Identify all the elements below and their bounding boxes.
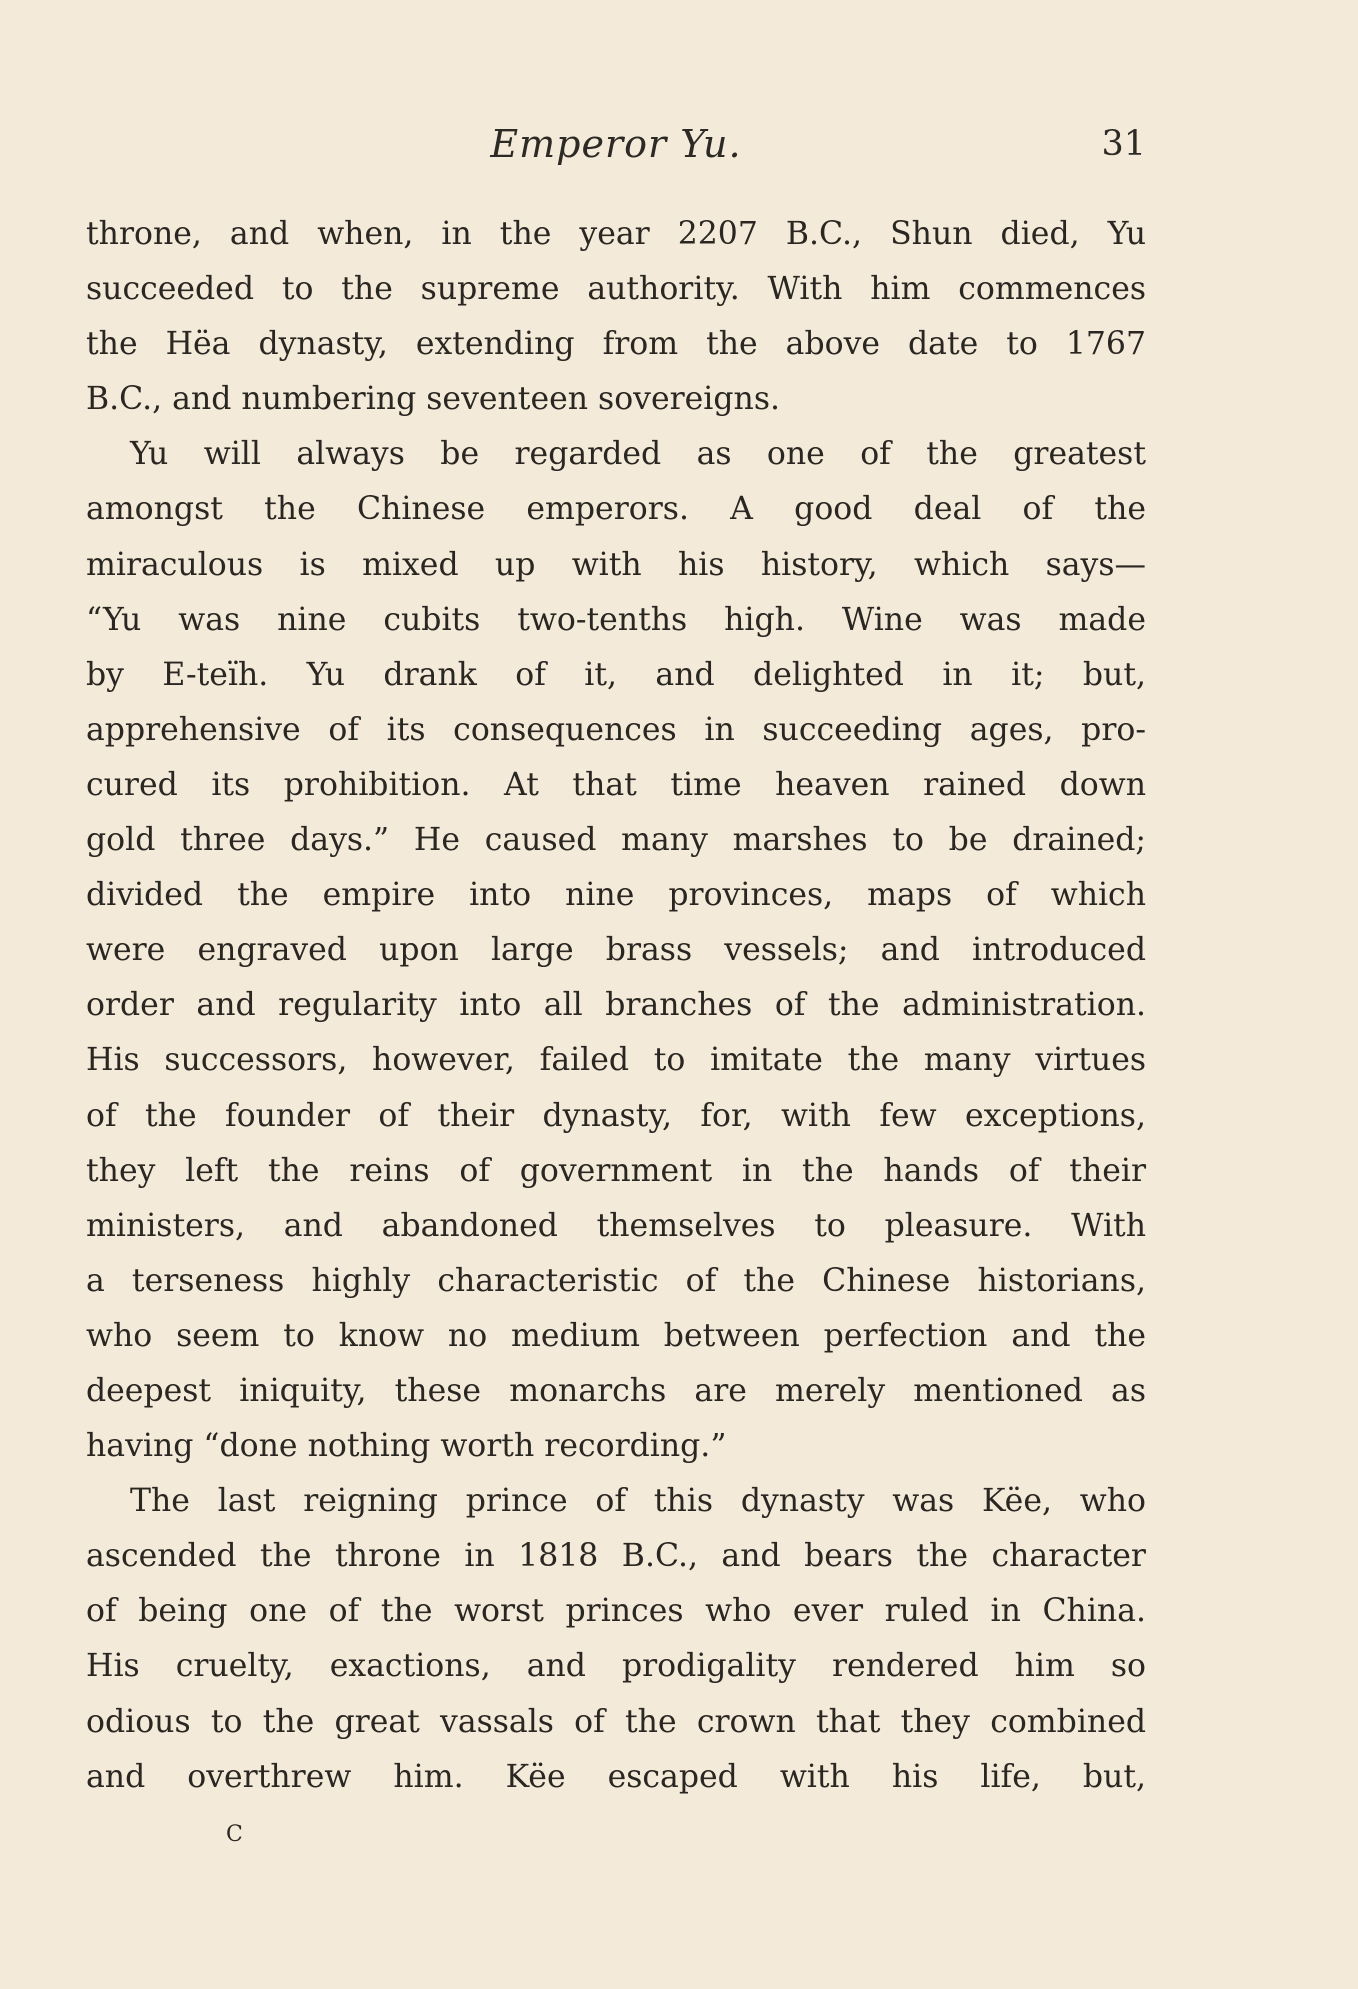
text-line: gold three days.” He caused many marshes to be drained; [86,822,1146,859]
text-line: the Hëa dynasty, extending from the above date to 1767 [86,326,1146,363]
text-line: Yu will always be regarded as one of the greatest [130,436,1146,473]
text-line: throne, and when, in the year 2207 B.C., Shun died, Yu [86,216,1146,252]
text-line: of being one of the worst princes who ever ruled in China. [86,1593,1146,1630]
text-line: His successors, however, failed to imitate the many virtues [86,1042,1146,1079]
text-line: they left the reins of government in the hands of their [86,1152,1146,1189]
page-header [86,122,1146,174]
text-line: The last reigning prince of this dynasty was Këe, who [130,1483,1146,1520]
text-line: and overthrew him. Këe escaped with his life, but, [86,1758,1146,1795]
text-line: apprehensive of its consequences in succeeding ages, pro- [86,711,1146,748]
text-line: ministers, and abandoned themselves to pleasure. With [86,1207,1146,1244]
page-number: 31 [1101,124,1146,164]
text-line: B.C., and numbering seventeen sovereigns. [86,381,781,418]
text-line: divided the empire into nine provinces, maps of which [86,877,1146,914]
body-text [86,207,1146,1805]
text-line: who seem to know no medium between perfection and the [86,1317,1146,1354]
running-title: Emperor Yu. [490,122,742,166]
text-line: amongst the Chinese emperors. A good deal of the [86,491,1146,528]
signature-mark: C [226,1822,243,1847]
text-line: odious to the great vassals of the crown that they combined [86,1703,1146,1740]
text-line: by E-teïh. Yu drank of it, and delighted in it; but, [86,656,1146,693]
text-line: miraculous is mixed up with his history, which says— [86,546,1146,583]
text-line: cured its prohibition. At that time heaven rained down [86,766,1146,803]
text-line: ascended the throne in 1818 B.C., and bears the character [86,1538,1146,1575]
text-line: of the founder of their dynasty, for, with few exceptions, [86,1097,1146,1134]
text-line: having “done nothing worth recording.” [86,1428,727,1465]
text-line: a terseness highly characteristic of the Chinese historians, [86,1262,1146,1299]
text-line: were engraved upon large brass vessels; and introduced [86,932,1146,969]
text-line: “Yu was nine cubits two-tenths high. Wine was made [86,601,1146,638]
text-line: deepest iniquity, these monarchs are merely mentioned as [86,1372,1146,1409]
text-line: succeeded to the supreme authority. With him commences [86,271,1146,308]
text-line: order and regularity into all branches of the administration. [86,987,1146,1024]
text-line: His cruelty, exactions, and prodigality rendered him so [86,1648,1146,1685]
